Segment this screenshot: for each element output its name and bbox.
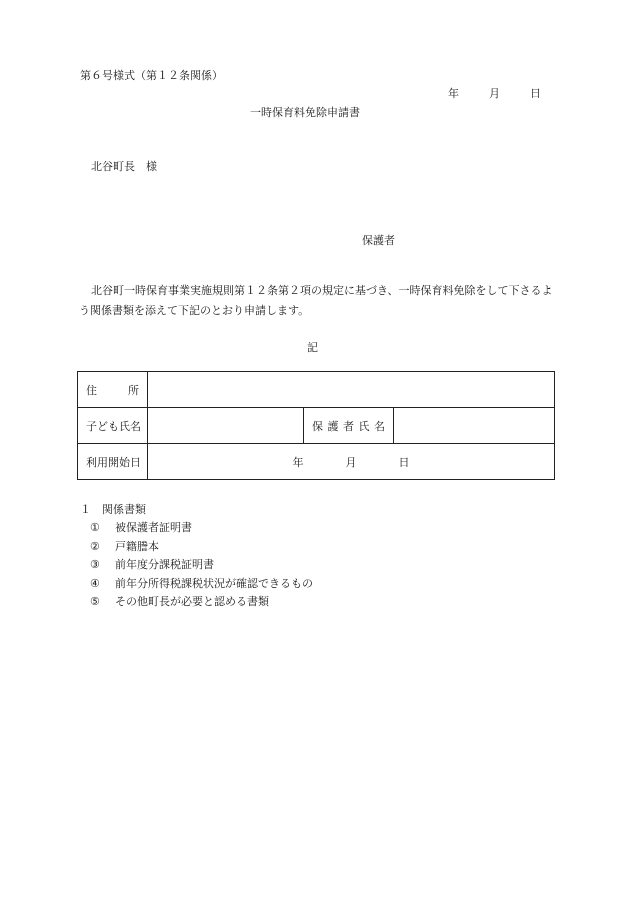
- list-item: ② 戸籍謄本: [90, 539, 159, 553]
- guardian-name-field[interactable]: [394, 408, 555, 444]
- ki-heading: 記: [307, 341, 318, 354]
- documents-heading: １ 関係書類: [80, 503, 146, 516]
- body-text: 北谷町一時保育事業実施規則第１２条第２項の規定に基づき、一時保育料免除をして下さるよう関係書類を添えて下記のとおり申請します。: [79, 284, 553, 317]
- documents-list: [90, 519, 313, 612]
- address-row: [78, 372, 555, 408]
- document-title: 一時保育料免除申請書: [250, 106, 360, 119]
- application-table: [77, 371, 555, 480]
- child-name-label: 子 ど も 氏 名: [78, 408, 148, 444]
- start-day-label: 日: [398, 455, 410, 469]
- date-month-label: 月: [489, 87, 500, 100]
- guardian-name-label: 保 護 者 氏 名: [304, 408, 394, 444]
- list-item: ① 被保護者証明書: [90, 521, 192, 534]
- addressee: 北谷町長 様: [91, 160, 157, 173]
- list-item: ⑤ その他町長が必要と認める書類: [90, 595, 269, 608]
- date-day-label: 日: [530, 87, 541, 100]
- start-date-label: 利 用 開 始 日: [78, 444, 148, 480]
- address-label: 住 所: [78, 372, 148, 408]
- form-number: 第６号様式（第１２条関係）: [80, 69, 223, 82]
- start-year-label: 年: [292, 455, 304, 469]
- start-date-row: [78, 444, 555, 480]
- start-date-field[interactable]: [148, 444, 555, 480]
- date-year-label: 年: [448, 87, 459, 100]
- application-date: [448, 85, 541, 101]
- list-item: ④ 前年分所得税課税状況が確認できるもの: [90, 576, 313, 590]
- guardian-label: 保護者: [362, 234, 395, 247]
- name-row: [78, 408, 555, 444]
- list-item: ③ 前年度分課税証明書: [90, 558, 214, 571]
- address-field[interactable]: [148, 372, 555, 408]
- start-month-label: 月: [345, 455, 357, 469]
- child-name-field[interactable]: [148, 408, 304, 444]
